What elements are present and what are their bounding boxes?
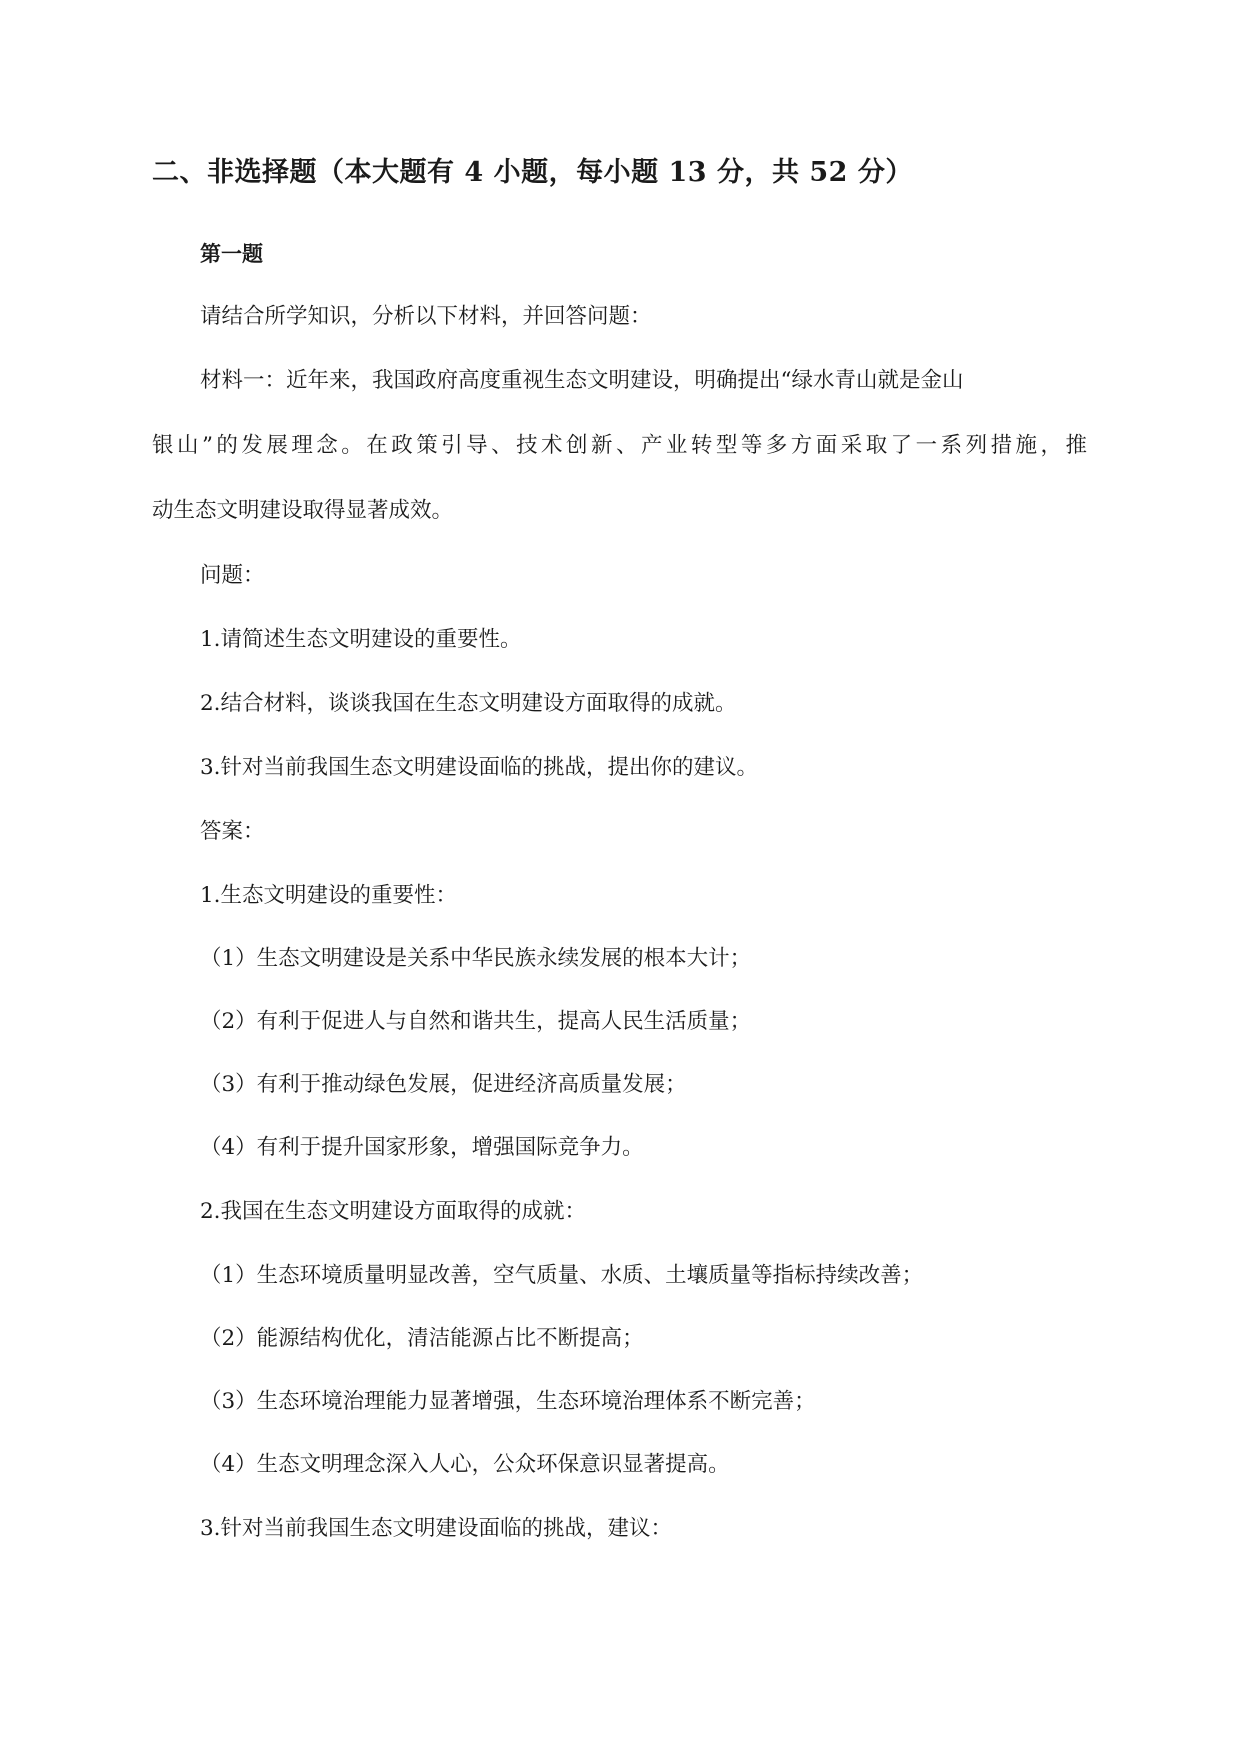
- material-line-2: 银山”的发展理念。在政策引导、技术创新、产业转型等多方面采取了一系列措施，推: [152, 433, 1087, 458]
- question-title: 第一题: [200, 241, 263, 266]
- answer-2-title: 2.我国在生态文明建设方面取得的成就：: [200, 1199, 587, 1224]
- question-item: 3.针对当前我国生态文明建设面临的挑战，提出你的建议。: [200, 755, 759, 780]
- questions-label: 问题：: [200, 563, 265, 588]
- material-line-1: 材料一：近年来，我国政府高度重视生态文明建设，明确提出“绿水青山就是金山: [200, 368, 964, 393]
- material-line-3: 动生态文明建设取得显著成效。: [152, 498, 454, 523]
- section-heading: 二、非选择题（本大题有 4 小题，每小题 13 分，共 52 分）: [152, 157, 913, 188]
- answer-label: 答案：: [200, 819, 265, 844]
- question-item: 1.请简述生态文明建设的重要性。: [200, 627, 522, 652]
- answer-1-item: （3）有利于推动绿色发展，促进经济高质量发展；: [200, 1072, 687, 1097]
- answer-1-item: （2）有利于促进人与自然和谐共生，提高人民生活质量；: [200, 1009, 752, 1034]
- answer-2-item: （3）生态环境治理能力显著增强，生态环境治理体系不断完善；: [200, 1389, 816, 1414]
- answer-2-item: （1）生态环境质量明显改善，空气质量、水质、土壤质量等指标持续改善；: [200, 1263, 924, 1288]
- answer-2-item: （4）生态文明理念深入人心，公众环保意识显著提高。: [200, 1452, 730, 1477]
- answer-1-item: （4）有利于提升国家形象，增强国际竞争力。: [200, 1135, 644, 1160]
- answer-1-item: （1）生态文明建设是关系中华民族永续发展的根本大计；: [200, 946, 752, 971]
- intro-text: 请结合所学知识，分析以下材料，并回答问题：: [200, 304, 652, 329]
- answer-1-title: 1.生态文明建设的重要性：: [200, 883, 458, 908]
- answer-2-item: （2）能源结构优化，清洁能源占比不断提高；: [200, 1326, 644, 1351]
- answer-3-title: 3.针对当前我国生态文明建设面临的挑战，建议：: [200, 1516, 673, 1541]
- question-item: 2.结合材料，谈谈我国在生态文明建设方面取得的成就。: [200, 691, 737, 716]
